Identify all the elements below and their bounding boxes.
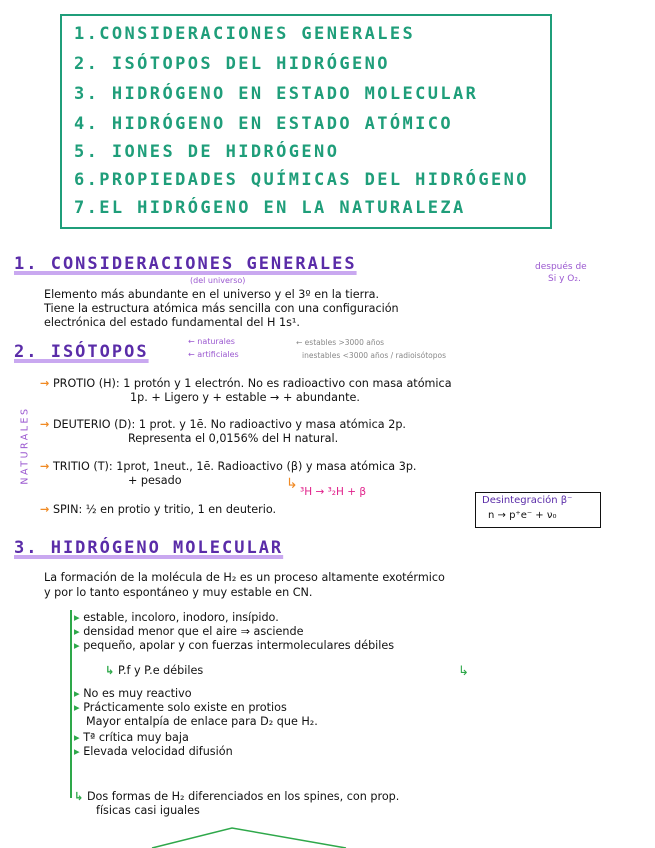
note-after-2: Si y O₂. [548, 274, 581, 284]
tritio-line-2: + pesado [128, 474, 182, 487]
deuterio-line-1: → DEUTERIO (D): 1 prot. y 1ē. No radioactivo y masa atómica 2p. [40, 418, 406, 431]
bullet-2: ▸ densidad menor que el aire ⇒ asciende [74, 625, 304, 638]
note-artificiales: ← artificiales [188, 350, 239, 359]
bullet-3-sub: ↳ P.f y P.e débiles [105, 664, 204, 677]
section-2-heading: 2. ISÓTOPOS [14, 342, 149, 362]
toc-item-2: 2. ISÓTOPOS DEL HIDRÓGENO [74, 54, 390, 74]
bullet-5-line-2: Mayor entalpía de enlace para D₂ que H₂. [86, 715, 318, 728]
bullet-8-line-2: físicas casi iguales [96, 804, 200, 817]
desintegracion-box [475, 492, 601, 528]
spin-line: → SPIN: ½ en protio y tritio, 1 en deuterio. [40, 503, 277, 516]
note-estables: ← estables >3000 años [296, 338, 385, 347]
bullet-7: ▸ Elevada velocidad difusión [74, 745, 233, 758]
sec3-intro-1: La formación de la molécula de H₂ es un proceso altamente exotérmico [44, 571, 445, 584]
toc-item-4: 4. HIDRÓGENO EN ESTADO ATÓMICO [74, 114, 454, 134]
arrow-icon: → [40, 460, 50, 473]
arrow-icon: → [40, 418, 50, 431]
desintegracion-title: Desintegración β⁻ [482, 495, 573, 506]
bullet-6: ▸ Tª crítica muy baja [74, 731, 189, 744]
bullet-arrow-icon: ▸ [74, 687, 80, 700]
section-3-heading: 3. HIDRÓGENO MOLECULAR [14, 538, 284, 558]
note-after: después de [535, 262, 587, 272]
sec3-intro-2: y por lo tanto espontáneo y muy estable en CN. [44, 586, 313, 599]
bullet-5: ▸ Prácticamente solo existe en protios [74, 701, 287, 714]
tritio-equation: ³H → ³₂H + β [300, 486, 367, 498]
protio-line-1: → PROTIO (H): 1 protón y 1 electrón. No es radioactivo con masa atómica [40, 377, 452, 390]
triangle-diagram [150, 826, 350, 848]
protio-line-2: 1p. + Ligero y + estable → + abundante. [130, 391, 360, 404]
naturales-side-label: NATURALES [19, 406, 31, 485]
bullet-arrow-icon: ▸ [74, 745, 80, 758]
arrow-icon: → [40, 503, 50, 516]
bullet-arrow-icon: ▸ [74, 639, 80, 652]
section-1-heading: 1. CONSIDERACIONES GENERALES [14, 254, 357, 274]
bullet-3: ▸ pequeño, apolar y con fuerzas intermoleculares débiles [74, 639, 395, 652]
note-universe: (del universo) [190, 276, 246, 285]
corner-arrow-icon: ↳ [105, 664, 115, 677]
corner-arrow-icon: ↳ [286, 476, 298, 492]
bullet-bracket [70, 610, 72, 798]
bullet-arrow-icon: ▸ [74, 701, 80, 714]
toc-item-6: 6.PROPIEDADES QUÍMICAS DEL HIDRÓGENO [74, 170, 529, 190]
note-inestables: inestables <3000 años / radioisótopos [302, 351, 447, 360]
bullet-arrow-icon: ▸ [74, 731, 80, 744]
tritio-line-1: → TRITIO (T): 1prot, 1neut., 1ē. Radioactivo (β) y masa atómica 3p. [40, 460, 417, 473]
toc-item-1: 1.CONSIDERACIONES GENERALES [74, 24, 416, 44]
corner-arrow-icon: ↳ [74, 790, 84, 803]
bullet-arrow-icon: ▸ [74, 611, 80, 624]
corner-arrow-icon: ↳ [458, 664, 469, 679]
note-naturales: ← naturales [188, 337, 235, 346]
bullet-1: ▸ estable, incoloro, inodoro, insípido. [74, 611, 279, 624]
bullet-arrow-icon: ▸ [74, 625, 80, 638]
bullet-4: ▸ No es muy reactivo [74, 687, 192, 700]
deuterio-line-2: Representa el 0,0156% del H natural. [128, 432, 339, 445]
sec1-line-2: Tiene la estructura atómica más sencilla con una configuración [44, 302, 399, 315]
desintegracion-equation: n → p⁺e⁻ + ν₀ [488, 510, 557, 521]
bullet-8: ↳ Dos formas de H₂ diferenciados en los spines, con prop. [74, 790, 400, 803]
toc-item-5: 5. IONES DE HIDRÓGENO [74, 142, 340, 162]
toc-item-3: 3. HIDRÓGENO EN ESTADO MOLECULAR [74, 84, 479, 104]
sec1-line-1: Elemento más abundante en el universo y el 3º en la tierra. [44, 288, 380, 301]
toc-item-7: 7.EL HIDRÓGENO EN LA NATURALEZA [74, 198, 466, 218]
arrow-icon: → [40, 377, 50, 390]
sec1-line-3: electrónica del estado fundamental del H 1s¹. [44, 316, 300, 329]
table-of-contents [60, 14, 552, 229]
